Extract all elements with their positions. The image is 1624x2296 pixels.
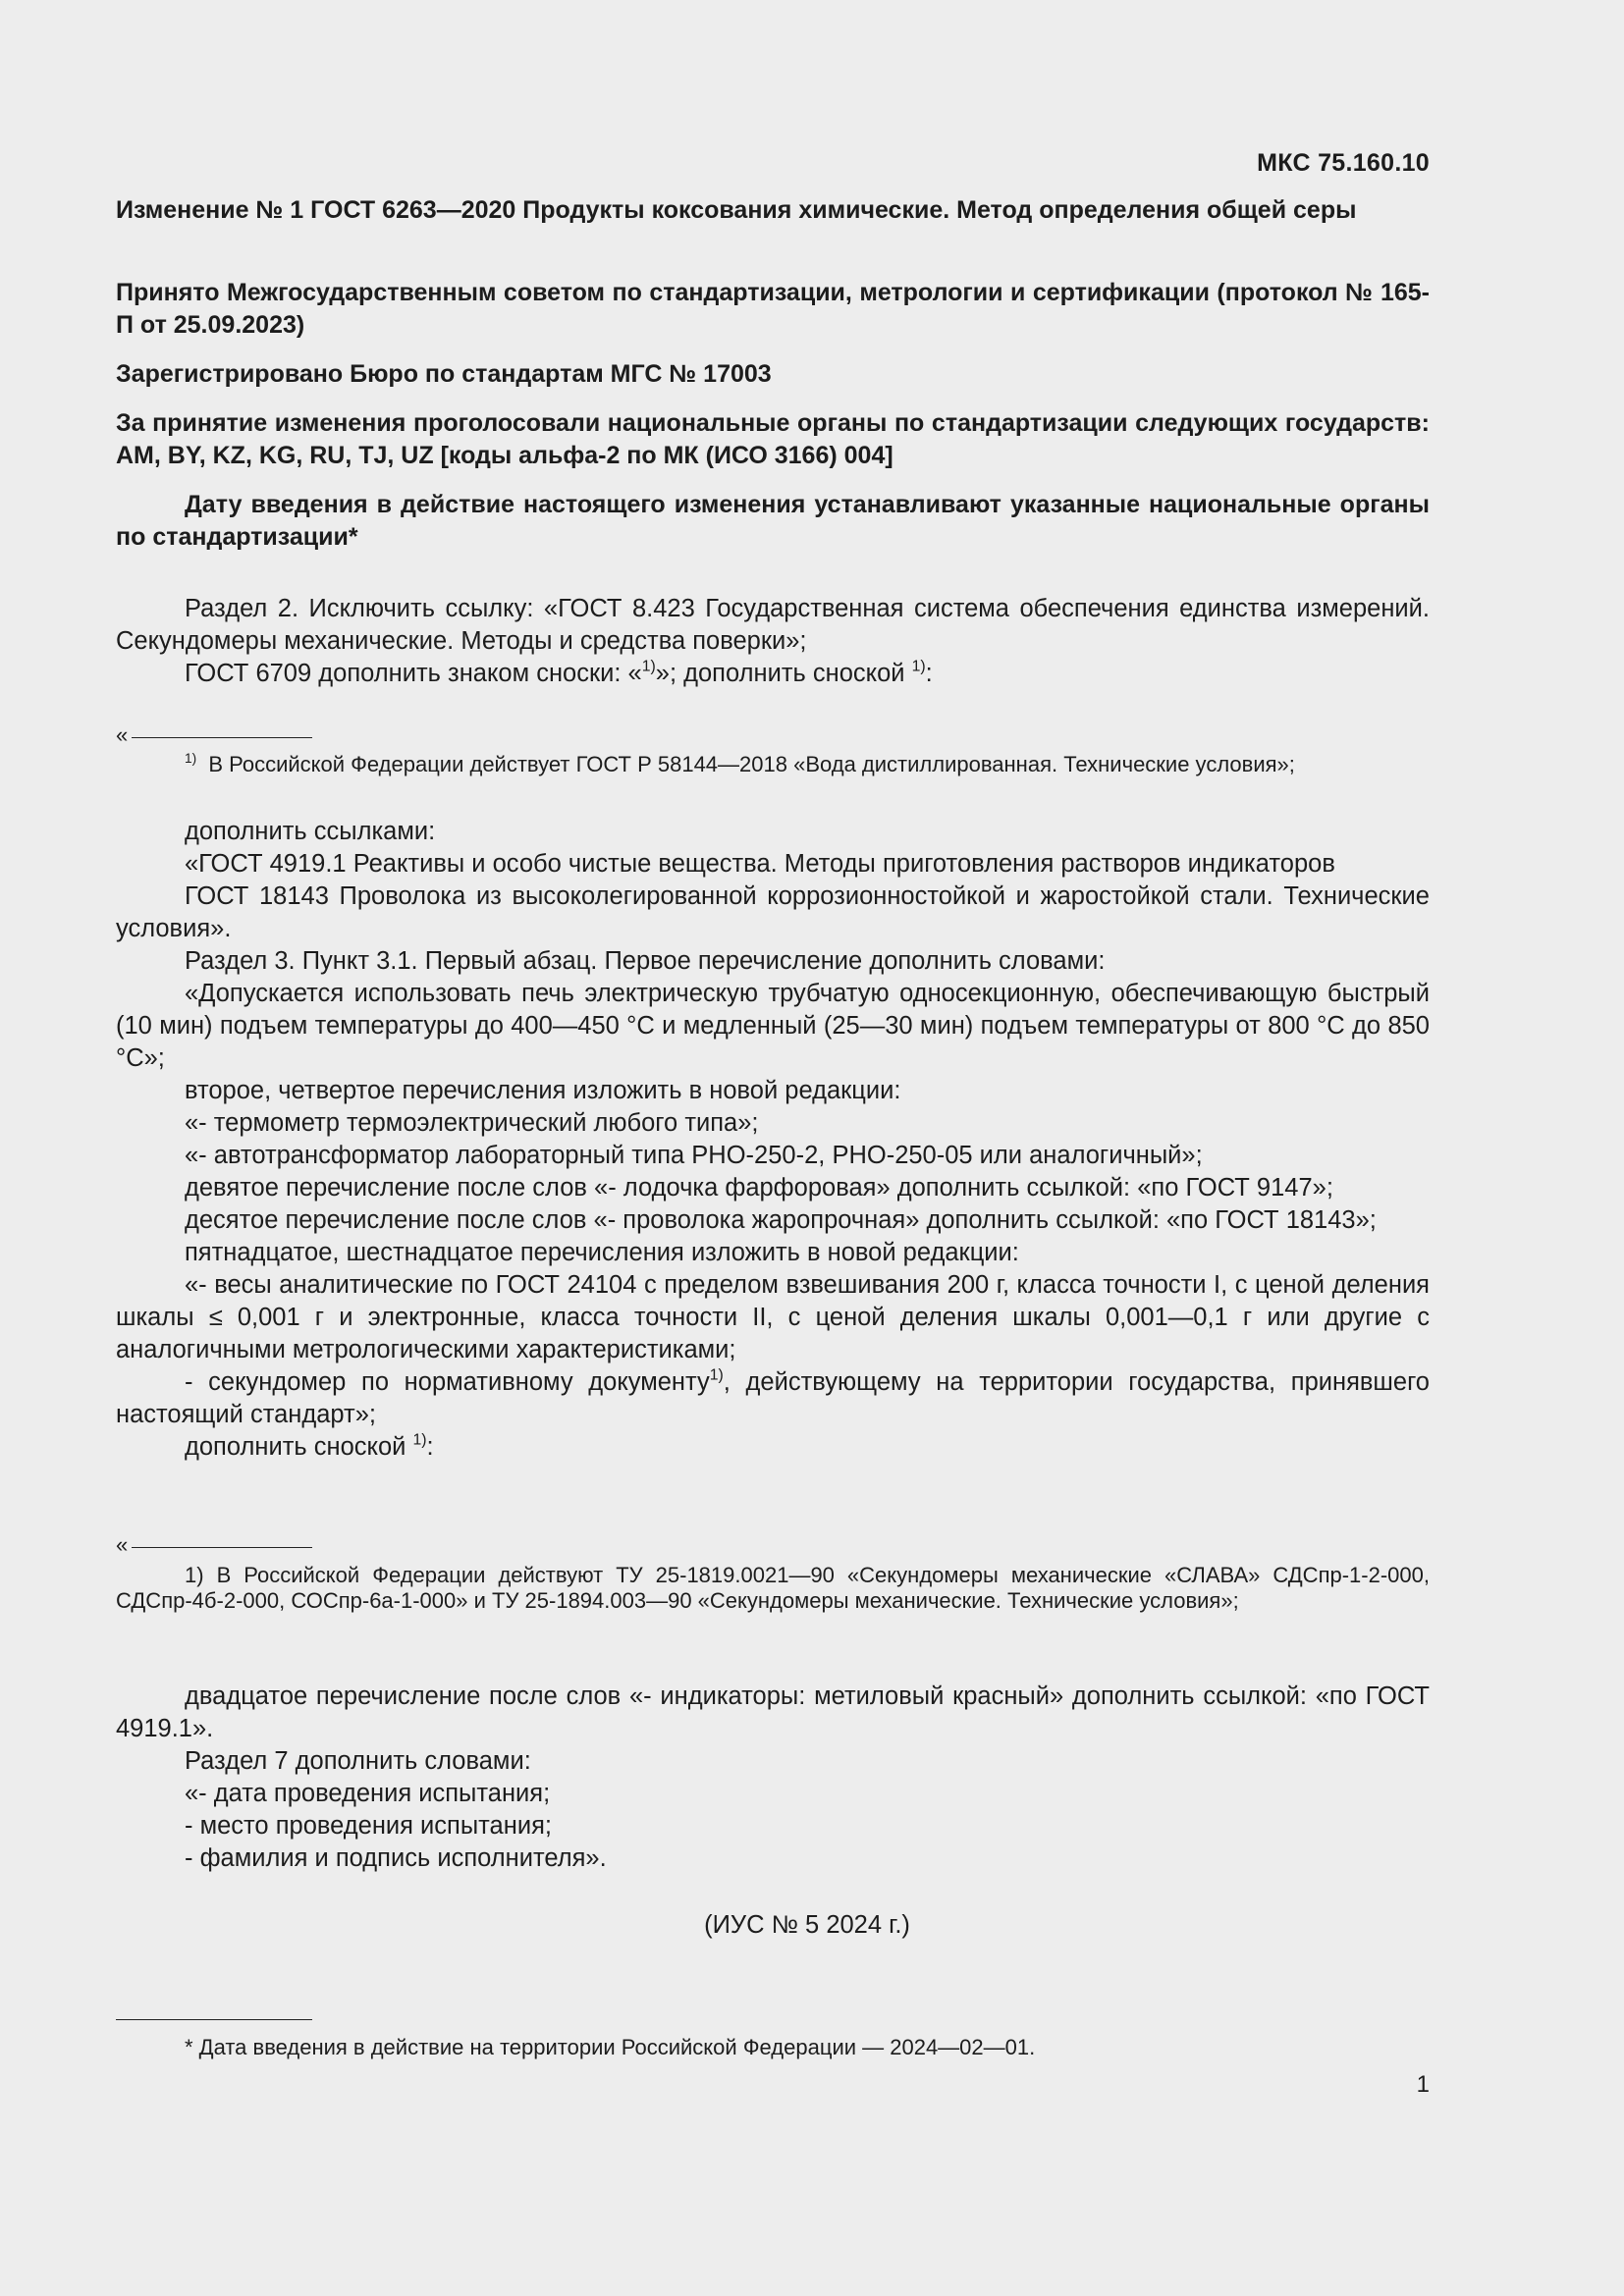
paragraph: «- термометр термоэлектрический любого типа»; (185, 1109, 759, 1137)
mks-code: МКС 75.160.10 (1257, 149, 1430, 177)
registered-note: Зарегистрировано Бюро по стандартам МГС № 17003 (116, 360, 772, 388)
paragraph: девятое перечисление после слов «- лодочка фарфоровая» дополнить ссылкой: «по ГОСТ 9147»; (185, 1174, 1333, 1201)
paragraph: «- весы аналитические по ГОСТ 24104 с пределом взвешивания 200 г, класса точности I, с ценой деления шкалы ≤ 0,001 г и электронные, класса точности II, с ценой деления шкалы 0,001—0,1 г или другие с аналогичными метрологическими характеристиками; (116, 1271, 1430, 1363)
footnote-rule (132, 737, 312, 738)
paragraph: «- дата проведения испытания; (185, 1780, 551, 1807)
paragraph: второе, четвертое перечисления изложить в новой редакции: (185, 1077, 901, 1104)
page-number: 1 (1416, 2071, 1430, 2098)
paragraph: Раздел 2. Исключить ссылку: «ГОСТ 8.423 Государственная система обеспечения единства измерений. Секундомеры механические. Методы и средства поверки»; (116, 595, 1430, 655)
footnote-quote-mark: « (116, 1532, 129, 1557)
paragraph: - место проведения испытания; (185, 1812, 552, 1840)
paragraph: Раздел 7 дополнить словами: (185, 1747, 531, 1775)
paragraph: «- автотрансформатор лабораторный типа РНО-250-2, РНО-250-05 или аналогичный»; (185, 1142, 1203, 1169)
paragraph: десятое перечисление после слов «- проволока жаропрочная» дополнить ссылкой: «по ГОСТ 18143»; (185, 1206, 1377, 1234)
paragraph: Раздел 3. Пункт 3.1. Первый абзац. Первое перечисление дополнить словами: (185, 947, 1106, 975)
footnote-1: $^{1)}$ В Российской Федерации действует ГОСТ Р 58144—2018 «Вода дистиллированная. Технические условия»; (185, 751, 1295, 776)
paragraph: дополнить ссылками: (185, 818, 436, 845)
document-page (116, 0, 1430, 2296)
text-block-3 (116, 1681, 1430, 1875)
paragraph: - секундомер по нормативному документу$^{1)}$, действующему на территории государства, принявшего настоящий стандарт»; (116, 1366, 1430, 1428)
page-footnote: * Дата введения в действие на территории Российской Федерации — 2024—02—01. (185, 2035, 1036, 2059)
paragraph: «Допускается использовать печь электрическую трубчатую односекционную, обеспечивающую быстрый (10 мин) подъем температуры до 400—450 °С и медленный (25—30 мин) подъем температуры от 800 °С до 850 °С»; (116, 980, 1430, 1072)
footnote-quote-mark: « (116, 722, 129, 747)
paragraph: «ГОСТ 4919.1 Реактивы и особо чистые вещества. Методы приготовления растворов индикаторов (185, 850, 1335, 878)
ius-reference: (ИУС № 5 2024 г.) (704, 1911, 910, 1939)
footnote-rule (132, 1547, 312, 1548)
text-block-1 (116, 593, 1430, 690)
amendment-title: Изменение № 1 ГОСТ 6263—2020 Продукты коксования химические. Метод определения общей серы (116, 196, 1357, 224)
page-footnote-rule (116, 2019, 312, 2020)
paragraph: дополнить сноской $^{1)}$: (185, 1431, 434, 1461)
footnote-2: 1) В Российской Федерации действуют ТУ 25-1819.0021—90 «Секундомеры механические «СЛАВА» СДСпр-1-2-000, СДСпр-4б-2-000, СОСпр-6а-1-000» и ТУ 25-1894.003—90 «Секундомеры механические. Технические условия»; (116, 1563, 1430, 1613)
voted-note: За принятие изменения проголосовали национальные органы по стандартизации следующих государств: AM, BY, KZ, KG, RU, TJ, UZ [коды альфа-2 по МК (ИСО 3166) 004] (116, 409, 1430, 469)
text-block-2 (116, 816, 1430, 1464)
paragraph: двадцатое перечисление после слов «- индикаторы: метиловый красный» дополнить ссылкой: «по ГОСТ 4919.1». (116, 1682, 1430, 1742)
paragraph: пятнадцатое, шестнадцатое перечисления изложить в новой редакции: (185, 1239, 1019, 1266)
effective-date-note: Дату введения в действие настоящего изменения устанавливают указанные национальные органы по стандартизации* (116, 491, 1430, 551)
paragraph: ГОСТ 6709 дополнить знаком сноски: «$^{1)}$»; дополнить сноской $^{1)}$: (185, 658, 933, 687)
adopted-note: Принято Межгосударственным советом по стандартизации, метрологии и сертификации (протокол № 165-П от 25.09.2023) (116, 279, 1430, 339)
paragraph: - фамилия и подпись исполнителя». (185, 1844, 607, 1872)
paragraph: ГОСТ 18143 Проволока из высоколегированной коррозионностойкой и жаростойкой стали. Технические условия». (116, 882, 1430, 942)
